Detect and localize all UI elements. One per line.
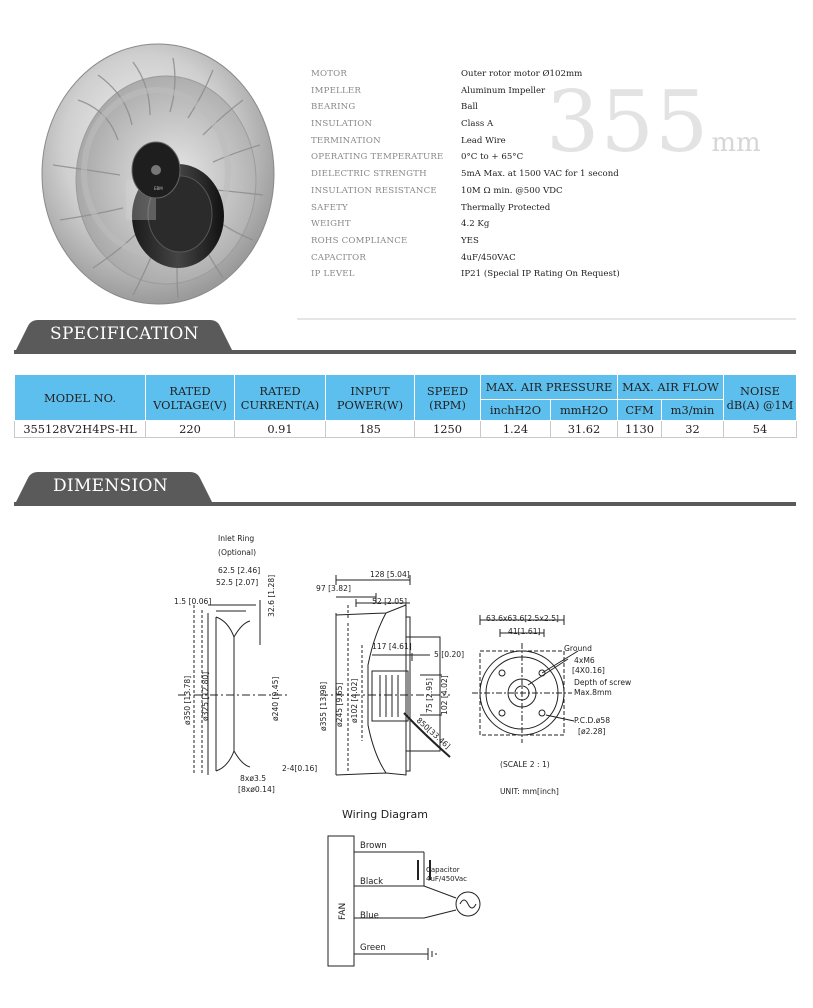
header-speed: SPEED (RPM)	[415, 375, 481, 421]
cell-mmh2o: 31.62	[551, 421, 618, 438]
prop-value: IP21 (Special IP Rating On Request)	[461, 269, 620, 280]
label-blue: Blue	[360, 911, 379, 921]
table-row	[15, 421, 797, 438]
label-m6: 4xM6	[574, 656, 595, 665]
size-number: 355	[546, 73, 710, 171]
dim-350: ø350 [13.78]	[183, 675, 192, 725]
dim-2-4: 2-4[0.16]	[282, 764, 318, 773]
prop-label: SAFETY	[311, 202, 348, 213]
dim-32-6: 32.6 [1.28]	[267, 574, 276, 617]
header-max-air-flow: MAX. AIR FLOW	[618, 375, 724, 400]
prop-value: 5mA Max. at 1500 VAC for 1 second	[461, 169, 619, 180]
specification-section-header	[14, 318, 796, 354]
table-header-row	[15, 375, 797, 400]
prop-value: Class A	[461, 119, 494, 130]
prop-value: 4.2 Kg	[461, 219, 490, 230]
dim-102: ø102 [4.02]	[350, 678, 359, 723]
prop-value: Aluminum Impeller	[461, 85, 546, 96]
prop-value: Lead Wire	[461, 135, 506, 146]
label-m6-inch: [4X0.16]	[572, 666, 605, 675]
label-capacitor-rating: 4uF/450Vac	[426, 875, 468, 883]
svg-text:EBM: EBM	[154, 186, 163, 191]
dim-117: 117 [4.61]	[372, 642, 412, 651]
cell-inchh2o: 1.24	[481, 421, 551, 438]
prop-label: WEIGHT	[311, 219, 351, 230]
wiring-diagram	[322, 800, 502, 975]
prop-value: 10M Ω min. @500 VDC	[461, 185, 563, 196]
dim-128: 128 [5.04]	[370, 570, 410, 579]
dim-850: 850[33.46]	[414, 715, 453, 751]
dim-97: 97 [3.82]	[316, 584, 351, 593]
cell-input-power: 185	[326, 421, 415, 438]
header-inchh2o: inchH2O	[481, 400, 551, 421]
label-scale: (SCALE 2 : 1)	[500, 760, 550, 769]
dim-holes: 8xø3.5	[240, 774, 267, 783]
section-title: DIMENSION	[53, 476, 168, 496]
prop-value: 4uF/450VAC	[461, 252, 516, 263]
prop-label: IP LEVEL	[311, 269, 355, 280]
dim-240: ø240 [9.45]	[271, 676, 280, 721]
prop-label: INSULATION RESISTANCE	[311, 185, 437, 196]
dim-52-5: 52.5 [2.07]	[216, 578, 259, 587]
header-model-no: MODEL NO.	[15, 375, 146, 421]
dimension-drawing	[150, 525, 670, 805]
dim-62-5: 62.5 [2.46]	[218, 566, 261, 575]
label-screw-max: Max.8mm	[574, 688, 612, 697]
header-cfm: CFM	[618, 400, 662, 421]
header-input-power: INPUT POWER(W)	[326, 375, 415, 421]
label-screw-depth: Depth of screw	[574, 678, 632, 687]
dimension-section-header	[14, 470, 796, 506]
prop-value: 0°C to + 65°C	[461, 152, 524, 163]
cell-cfm: 1130	[618, 421, 662, 438]
wiring-title: Wiring Diagram	[342, 808, 428, 821]
prop-label: CAPACITOR	[311, 252, 366, 263]
prop-label: TERMINATION	[311, 135, 381, 146]
cell-m3min: 32	[662, 421, 724, 438]
dim-75: 75 [2.95]	[425, 678, 434, 713]
dim-325: ø325 [12.80]	[201, 671, 210, 721]
label-inlet-ring: Inlet Ring	[218, 534, 255, 543]
fan-impeller-photo	[38, 40, 276, 308]
cell-rated-voltage: 220	[146, 421, 235, 438]
prop-value: Ball	[461, 102, 478, 113]
label-capacitor: Capacitor	[426, 866, 460, 874]
cell-speed: 1250	[415, 421, 481, 438]
dim-355: ø355 [13.98]	[319, 681, 328, 731]
label-green: Green	[360, 943, 386, 953]
prop-label: ROHS COMPLIANCE	[311, 235, 408, 246]
prop-label: IMPELLER	[311, 85, 362, 96]
header-max-air-pressure: MAX. AIR PRESSURE	[481, 375, 618, 400]
dim-63-6: 63.6x63.6[2.5x2.5]	[486, 614, 559, 623]
header-mmh2o: mmH2O	[551, 400, 618, 421]
prop-value: YES	[461, 235, 479, 246]
prop-label: MOTOR	[311, 69, 348, 79]
dim-1-5: 1.5 [0.06]	[174, 597, 212, 606]
label-fan: FAN	[338, 902, 348, 920]
prop-label: OPERATING TEMPERATURE	[311, 152, 444, 163]
dim-41: 41[1.61]	[508, 627, 541, 636]
label-ground: Ground	[564, 644, 592, 653]
cell-rated-current: 0.91	[235, 421, 326, 438]
size-unit: mm	[711, 128, 761, 158]
dim-102b: 102 [4.02]	[440, 675, 449, 715]
prop-value: Thermally Protected	[461, 202, 551, 213]
dim-holes-inch: [8xø0.14]	[238, 785, 275, 794]
header-m3min: m3/min	[662, 400, 724, 421]
dim-245: ø245 [9.65]	[335, 682, 344, 727]
prop-label: INSULATION	[311, 119, 373, 130]
cell-noise: 54	[724, 421, 797, 438]
section-title: SPECIFICATION	[50, 324, 199, 344]
label-pcd: P.C.D.ø58	[574, 716, 611, 725]
label-black: Black	[360, 877, 383, 887]
prop-label: BEARING	[311, 102, 356, 113]
spec-table	[14, 374, 797, 438]
dim-52: 52 [2.05]	[372, 597, 407, 606]
label-optional: (Optional)	[218, 548, 257, 557]
size-watermark	[546, 72, 761, 172]
label-pcd-inch: [ø2.28]	[578, 727, 606, 736]
header-noise: NOISE dB(A) @1M	[724, 375, 797, 421]
header-rated-voltage: RATED VOLTAGE(V)	[146, 375, 235, 421]
cell-model-no: 355128V2H4PS-HL	[15, 421, 146, 438]
label-unit: UNIT: mm[inch]	[500, 787, 559, 796]
prop-value: Outer rotor motor Ø102mm	[461, 69, 583, 79]
prop-label: DIELECTRIC STRENGTH	[311, 169, 427, 180]
label-brown: Brown	[360, 841, 387, 851]
dim-5: 5 [0.20]	[434, 650, 465, 659]
header-rated-current: RATED CURRENT(A)	[235, 375, 326, 421]
